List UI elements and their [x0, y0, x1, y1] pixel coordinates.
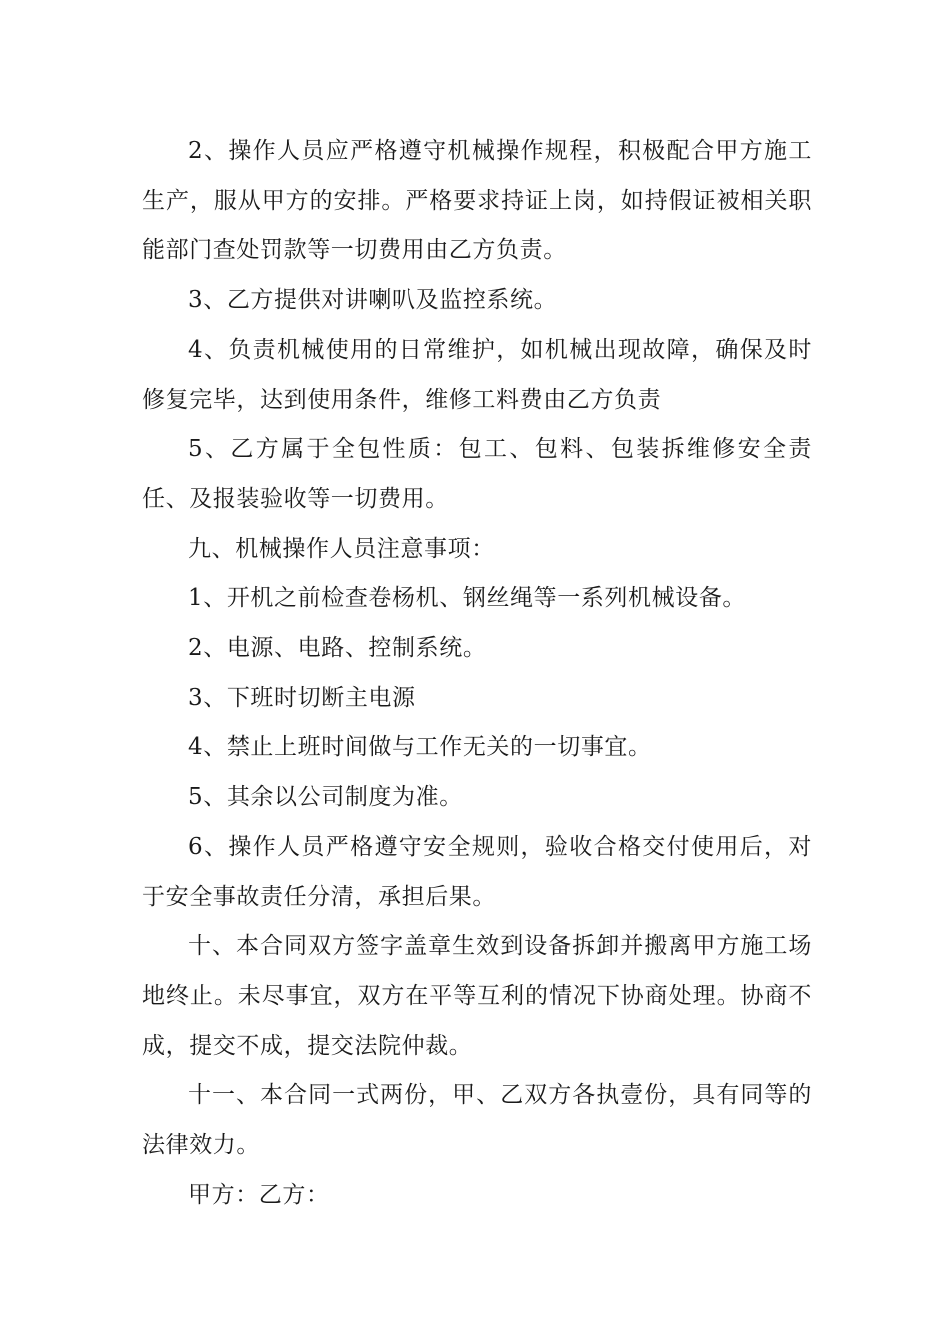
document-body	[142, 127, 812, 1220]
paragraph-clause-8-5: 5、乙方属于全包性质：包工、包料、包装拆维修安全责任、及报装验收等一切费用。	[142, 436, 812, 512]
paragraph-clause-9-2: 2、电源、电路、控制系统。	[188, 635, 487, 662]
paragraph-clause-9-6: 6、操作人员严格遵守安全规则，验收合格交付使用后，对于安全事故责任分清，承担后果。	[142, 833, 812, 910]
signature-line: 甲方：乙方：	[188, 1181, 330, 1208]
paragraph-clause-10: 十、本合同双方签字盖章生效到设备拆卸并搬离甲方施工场地终止。未尽事宜，双方在平等互利的情况下协商处理。协商不成，提交不成，提交法院仲裁。	[142, 933, 812, 1059]
paragraph-clause-8-3: 3、乙方提供对讲喇叭及监控系统。	[188, 287, 558, 314]
paragraph-clause-11: 十一、本合同一式两份，甲、乙双方各执壹份，具有同等的法律效力。	[142, 1082, 812, 1159]
paragraph-clause-9-1: 1、开机之前检查卷杨机、钢丝绳等一系列机械设备。	[188, 585, 747, 612]
paragraph-clause-9-4: 4、禁止上班时间做与工作无关的一切事宜。	[188, 734, 652, 761]
paragraph-clause-9-3: 3、下班时切断主电源	[188, 684, 416, 711]
paragraph-clause-8-2: 2、操作人员应严格遵守机械操作规程，积极配合甲方施工生产，服从甲方的安排。严格要求持证上岗，如持假证被相关职能部门查处罚款等一切费用由乙方负责。	[142, 138, 812, 264]
paragraph-clause-8-4: 4、负责机械使用的日常维护，如机械出现故障，确保及时修复完毕，达到使用条件，维修工料费由乙方负责	[142, 336, 812, 413]
section-heading-9: 九、机械操作人员注意事项：	[188, 535, 495, 562]
paragraph-clause-9-5: 5、其余以公司制度为准。	[188, 784, 463, 811]
